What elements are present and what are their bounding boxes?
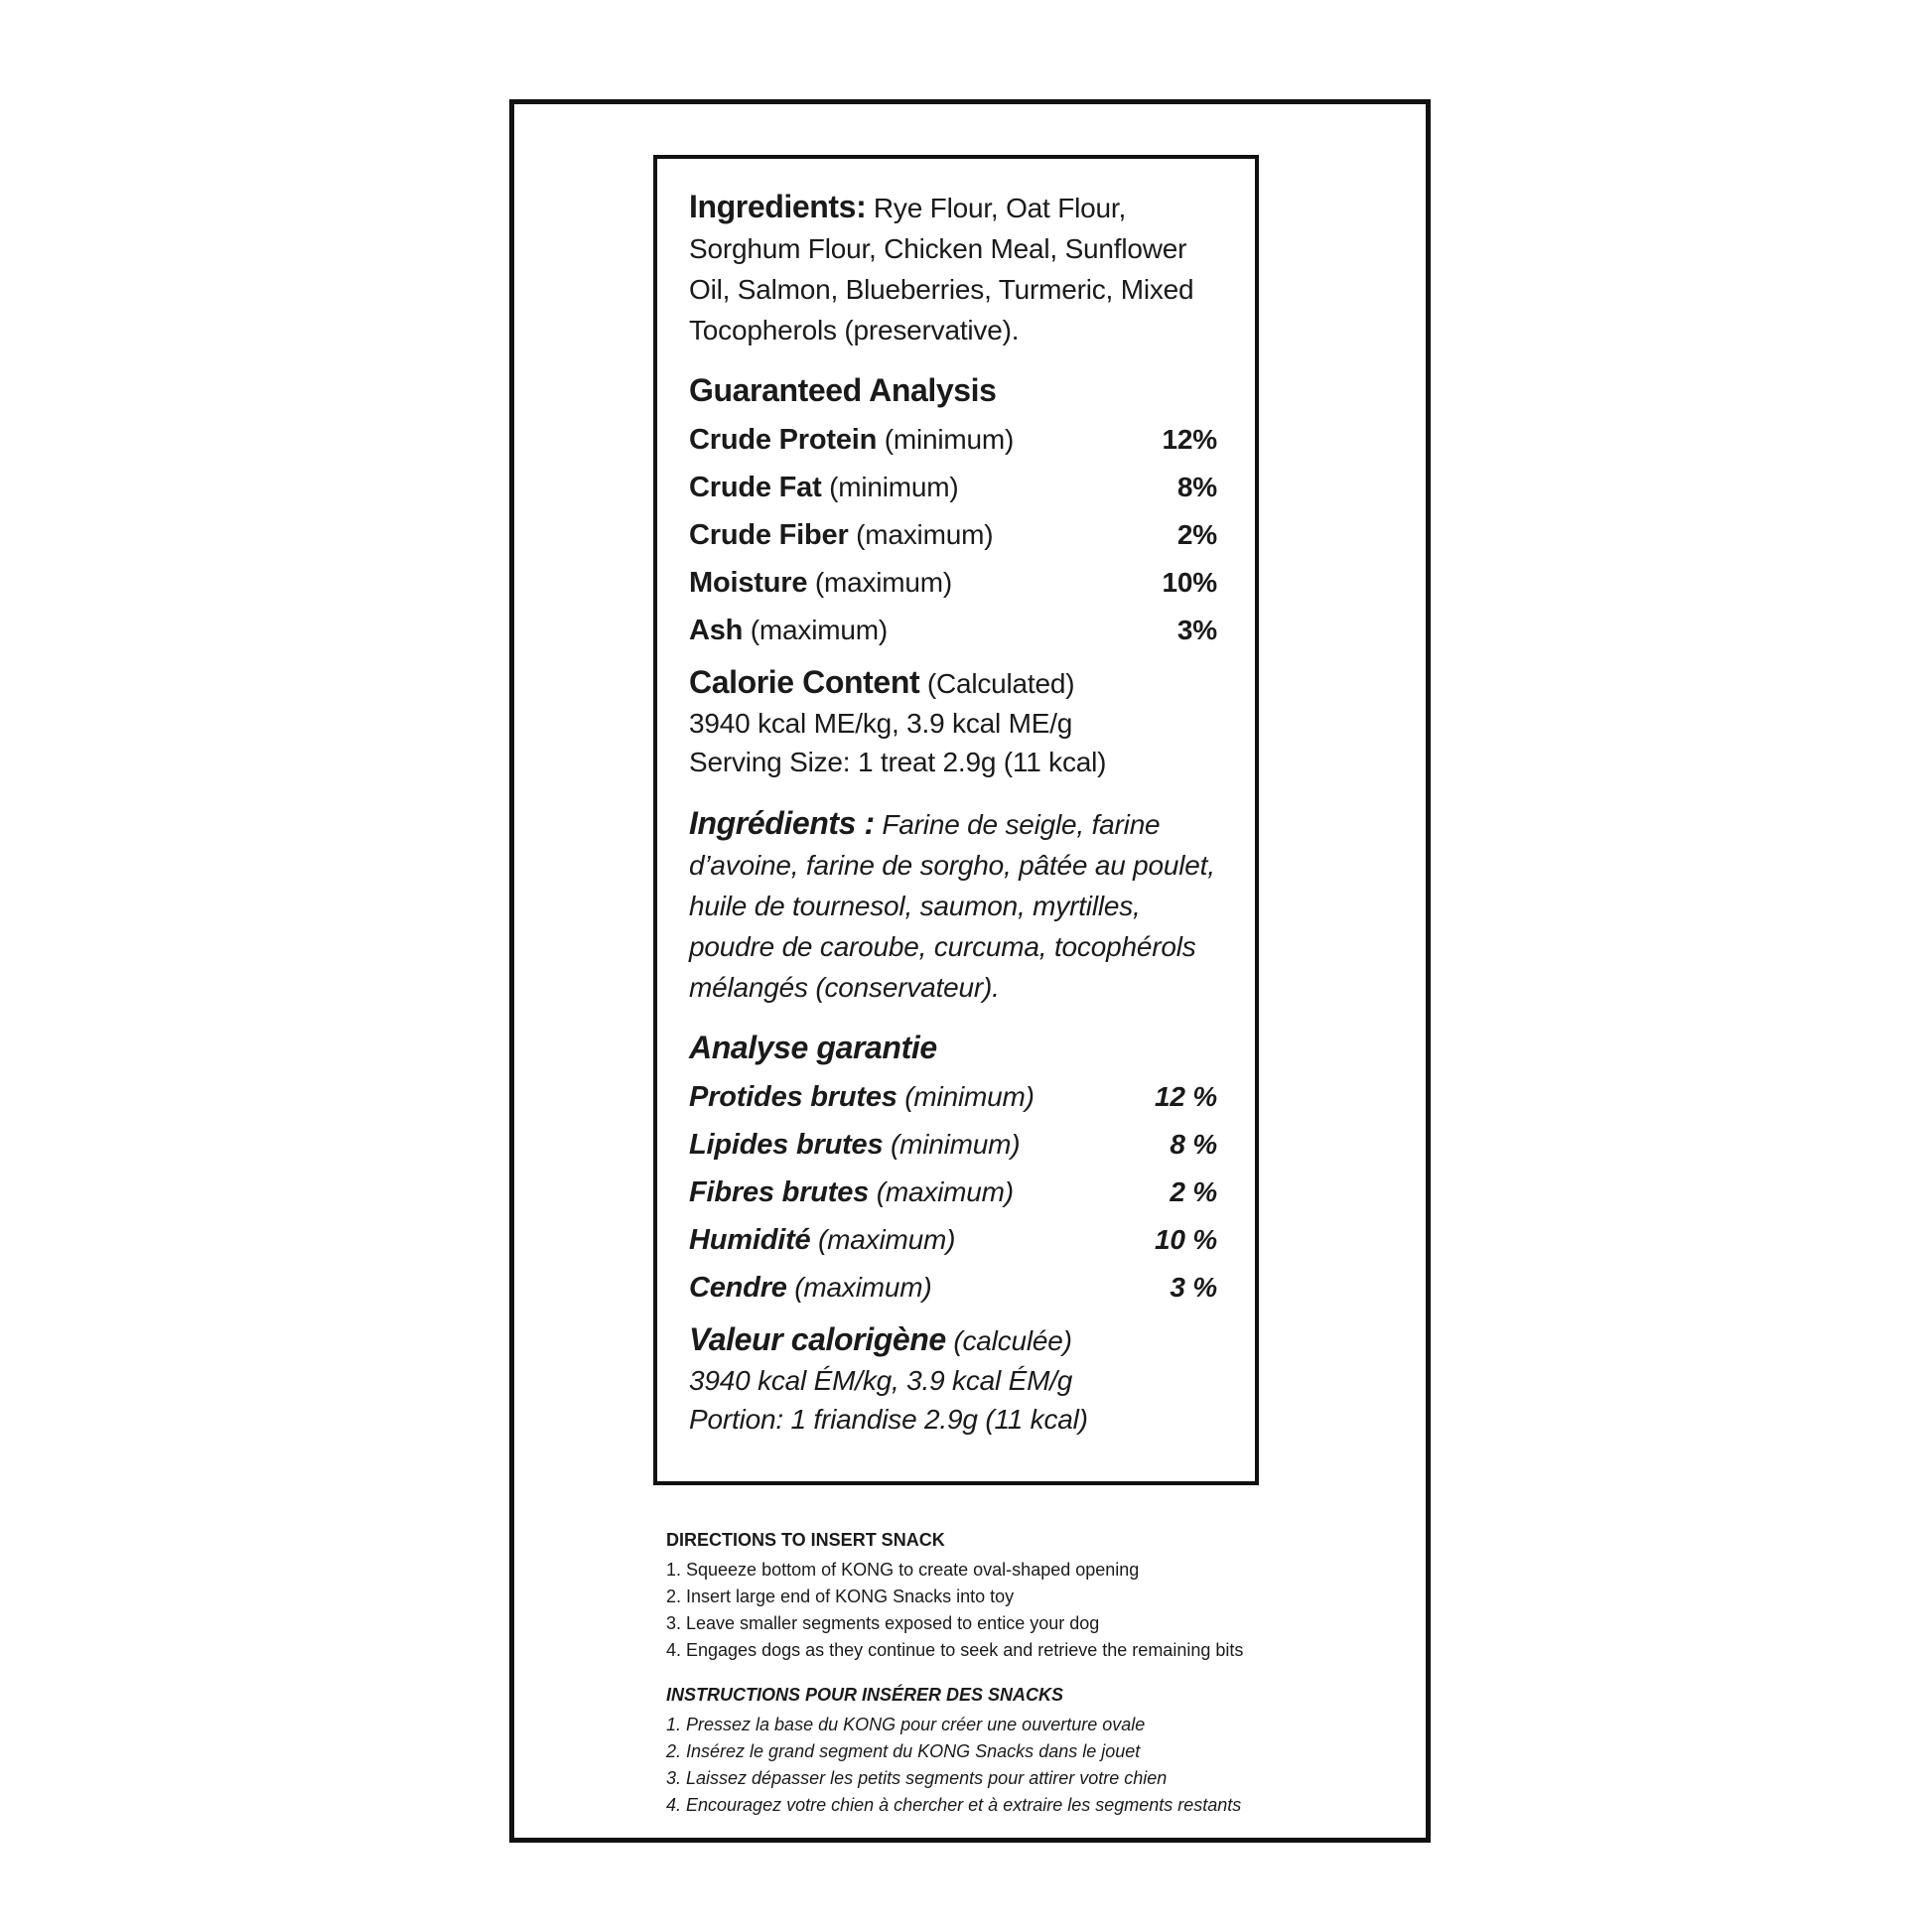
- calorie-en-qualifier: (Calculated): [919, 668, 1075, 699]
- ingredients-en-text: Rye Flour, Oat Flour, Sorghum Flour, Chicken Meal, Sunflower Oil, Salmon, Blueberries, Turmeric, Mixed Tocopherols (preservative).: [689, 193, 1194, 345]
- analysis-fr-row: [689, 1169, 1217, 1216]
- calorie-en-line2: Serving Size: 1 treat 2.9g (11 kcal): [689, 747, 1107, 777]
- analysis-en-row: [689, 607, 1217, 654]
- ingredients-en-label: Ingredients:: [689, 189, 867, 224]
- analysis-fr-row: [689, 1073, 1217, 1121]
- calorie-fr-qualifier: (calculée): [945, 1325, 1072, 1356]
- directions-en-title: DIRECTIONS TO INSERT SNACK: [666, 1530, 945, 1550]
- calorie-fr-line2: Portion: 1 friandise 2.9g (11 kcal): [689, 1404, 1088, 1435]
- calorie-en: [689, 662, 1217, 781]
- analysis-en-qualifier: (minimum): [877, 424, 1015, 455]
- calorie-fr-label: Valeur calorigène: [689, 1321, 946, 1357]
- ingredients-en: [689, 187, 1217, 350]
- analysis-fr-name: Protides brutes: [689, 1081, 897, 1113]
- analysis-fr-row: [689, 1264, 1217, 1311]
- directions-en-list: [666, 1557, 1361, 1664]
- directions-en-step: 1. Squeeze bottom of KONG to create oval-shaped opening: [666, 1560, 1140, 1580]
- analysis-en-title: Guaranteed Analysis: [689, 372, 997, 408]
- analysis-en-value: 12%: [1162, 424, 1217, 455]
- directions-fr-step: 1. Pressez la base du KONG pour créer une ouverture ovale: [666, 1715, 1146, 1734]
- analysis-en-value: 3%: [1176, 615, 1217, 645]
- analysis-en-table: [689, 416, 1217, 654]
- calorie-en-line1: 3940 kcal ME/kg, 3.9 kcal ME/g: [689, 708, 1073, 739]
- analysis-en-qualifier: (maximum): [807, 567, 953, 598]
- analysis-fr-name: Humidité: [689, 1224, 811, 1256]
- analysis-en-row: [689, 559, 1217, 607]
- calorie-en-label: Calorie Content: [689, 664, 920, 700]
- directions-fr-title: INSTRUCTIONS POUR INSÉRER DES SNACKS: [666, 1685, 1064, 1705]
- analysis-en-row: [689, 416, 1217, 464]
- analysis-en-value: 8%: [1176, 472, 1217, 502]
- analysis-en-value: 2%: [1176, 519, 1217, 550]
- analysis-fr-value: 8 %: [1170, 1129, 1217, 1160]
- directions-fr-step: 3. Laissez dépasser les petits segments pour attirer votre chien: [666, 1768, 1168, 1788]
- analysis-en-name: Crude Fiber: [689, 519, 849, 551]
- analysis-fr-qualifier: (minimum): [897, 1081, 1035, 1112]
- directions-en-step: 2. Insert large end of KONG Snacks into toy: [666, 1587, 1015, 1606]
- analysis-fr-value: 3 %: [1170, 1272, 1217, 1303]
- analysis-en-qualifier: (maximum): [848, 519, 994, 550]
- analysis-fr-qualifier: (maximum): [786, 1272, 932, 1303]
- analysis-fr-name: Lipides brutes: [689, 1129, 884, 1161]
- analysis-fr-qualifier: (minimum): [883, 1129, 1021, 1160]
- directions-en-step: 3. Leave smaller segments exposed to entice your dog: [666, 1613, 1100, 1633]
- directions-fr-step: 4. Encouragez votre chien à chercher et à extraire les segments restants: [666, 1795, 1242, 1815]
- nutrition-panel: [653, 155, 1259, 1485]
- calorie-fr-line1: 3940 kcal ÉM/kg, 3.9 kcal ÉM/g: [689, 1365, 1073, 1396]
- directions-en-step: 4. Engages dogs as they continue to seek and retrieve the remaining bits: [666, 1640, 1244, 1660]
- analysis-en-name: Crude Fat: [689, 472, 822, 503]
- analysis-fr-table: [689, 1073, 1217, 1311]
- analysis-fr-name: Cendre: [689, 1272, 787, 1304]
- analysis-en-name: Ash: [689, 615, 744, 646]
- analysis-en-name: Moisture: [689, 567, 808, 599]
- ingredients-fr-label: Ingrédients :: [689, 805, 875, 841]
- analysis-fr-name: Fibres brutes: [689, 1176, 870, 1208]
- analysis-fr-value: 12 %: [1154, 1081, 1217, 1112]
- ingredients-fr-text: Farine de seigle, farine d’avoine, farine de sorgho, pâtée au poulet, huile de tournesol, saumon, myrtilles, poudre de caroube, curcuma, tocophérols mélangés (conservateur).: [689, 809, 1215, 1003]
- analysis-en-value: 10%: [1162, 567, 1217, 598]
- analysis-en-row: [689, 464, 1217, 511]
- directions-fr-list: [666, 1712, 1361, 1819]
- analysis-fr-value: 2 %: [1170, 1176, 1217, 1207]
- ingredients-fr: [689, 803, 1217, 1008]
- analysis-fr-value: 10 %: [1154, 1224, 1217, 1255]
- analysis-fr-qualifier: (maximum): [810, 1224, 956, 1255]
- analysis-fr-row: [689, 1216, 1217, 1264]
- analysis-en-row: [689, 511, 1217, 559]
- analysis-fr-title: Analyse garantie: [689, 1030, 937, 1065]
- analysis-en-qualifier: (maximum): [743, 615, 888, 645]
- analysis-fr-row: [689, 1121, 1217, 1169]
- directions-fr-step: 2. Insérez le grand segment du KONG Snacks dans le jouet: [666, 1741, 1141, 1761]
- analysis-en-qualifier: (minimum): [821, 472, 959, 502]
- analysis-fr-qualifier: (maximum): [869, 1176, 1014, 1207]
- directions-section: [666, 1527, 1361, 1819]
- calorie-fr: [689, 1319, 1217, 1439]
- analysis-en-name: Crude Protein: [689, 424, 878, 456]
